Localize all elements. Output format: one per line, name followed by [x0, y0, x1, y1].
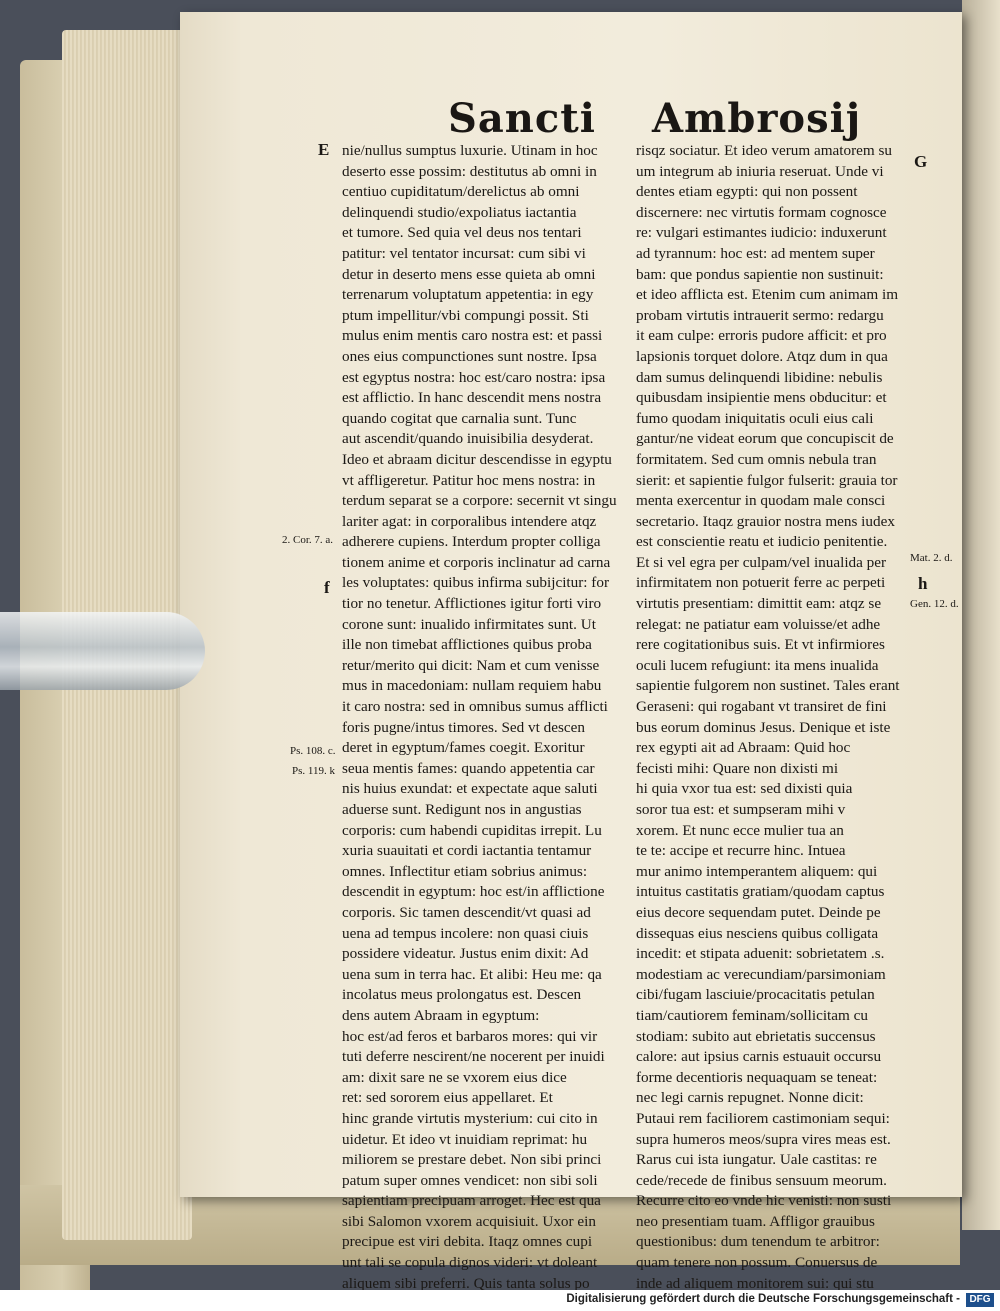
text-line: miliorem se prestare debet. Non sibi princi [342, 1151, 602, 1169]
text-line: dissequas eius nesciens quibus colligata [636, 924, 879, 942]
text-line: Rarus cui ista iungatur. Uale castitas: re [636, 1151, 877, 1169]
text-line: am: dixit sare ne se vxorem eius dice [342, 1068, 567, 1086]
text-line: centiuo cupiditatum/derelictus ab omni [342, 183, 580, 201]
text-line: sapientie fulgorem non sustinet. Tales erant [636, 677, 900, 695]
text-line: ones eius compunctiones sunt nostre. Ipsa [342, 347, 597, 365]
text-line: aduerse sunt. Redigunt nos in angustias [342, 801, 582, 818]
text-line: neo presentiam tuam. Affligor grauibus [636, 1212, 875, 1230]
text-line: tiam/cautiorem feminam/sollicitam cu [636, 1006, 868, 1024]
text-line: secretario. Itaqz grauior nostra mens iudex [636, 512, 895, 530]
margin-ref-cor: 2. Cor. 7. a. [282, 534, 334, 546]
text-line: it eam culpe: erroris pudore afficit: et pro [636, 327, 887, 345]
text-line: tior no tenetur. Afflictiones igitur forti viro [342, 595, 602, 613]
text-line: xorem. Et nunc ecce mulier tua an [636, 821, 844, 839]
margin-letter-g: G [914, 152, 928, 171]
text-column-left [342, 141, 632, 1290]
text-line: sierit: et sapientie fulgor fulserit: grauia tor [636, 471, 898, 489]
text-line: vt affligeretur. Patitur hoc mens nostra: in [342, 471, 596, 489]
footer-credit: Digitalisierung gefördert durch die Deutsche Forschungsgemeinschaft - [566, 1293, 960, 1305]
text-line: mus in macedoniam: nullam requiem habu [342, 677, 602, 695]
page-holder-clip [0, 612, 205, 690]
text-line: nec legi carnis repugnet. Nonne dicit: [636, 1089, 864, 1107]
text-line: mur animo intemperantem aliquem: qui [636, 862, 878, 880]
text-line: Putaui rem faciliorem castimoniam sequi: [636, 1109, 890, 1127]
text-line: infirmitatem non potuerit ferre ac perpeti [636, 574, 886, 592]
text-line: fecisti mihi: Quare non dixisti mi [636, 759, 839, 777]
running-head-left: Sancti [448, 95, 596, 142]
text-line: les voluptates: quibus infirma subijcitur: for [342, 574, 610, 592]
text-line: omnes. Inflectitur etiam sobrius animus: [342, 862, 588, 880]
text-line: ptum impellitur/vbi compungi possit. Sti [342, 306, 589, 324]
footer-bar [0, 1290, 1000, 1311]
text-line: formitatem. Sed cum omnis nebula tran [636, 450, 877, 468]
text-line: sapientiam precipuam arroget. Hec est qua [342, 1192, 601, 1210]
text-line: questionibus: dum tenendum te arbitror: [636, 1233, 880, 1251]
text-line: calore: aut ipsius carnis estuauit occursu [636, 1048, 882, 1066]
text-line: hi quia vxor tua est: sed dixisti quia [636, 780, 853, 798]
text-line: lapsionis torquet dolore. Atqz dum in qua [636, 347, 888, 365]
text-line: nis huius exundat: et expectate aque saluti [342, 780, 598, 798]
text-line: et ideo afflicta est. Etenim cum animam im [636, 286, 899, 304]
text-line: quando cogitat que carnalia sunt. Tunc [342, 409, 577, 427]
text-line: est conscientie reatu et iudicio penitentie. [636, 533, 888, 551]
text-line: uena sum in terra hac. Et alibi: Heu me: qa [342, 965, 602, 983]
text-line: Ideo et abraam dicitur descendisse in egyptu [342, 450, 612, 468]
text-line: detur in deserto mens esse quieta ab omni [342, 265, 596, 283]
margin-letter-e: E [318, 140, 330, 159]
text-line: lariter agat: in corporalibus intendere atqz [342, 512, 597, 530]
text-line: deret in egyptum/fames coegit. Exoritur [342, 739, 585, 757]
margin-letter-f: f [324, 578, 330, 597]
text-line: probam virtutis intrauerit sermo: redargu [636, 306, 884, 324]
text-line: risqz sociatur. Et ideo verum amatorem su [636, 142, 893, 159]
text-line: inde ad aliquem monitorem sui: qui stu [636, 1274, 874, 1290]
text-line: aliquem sibi preferri. Quis tanta solus po [342, 1274, 590, 1290]
text-line: descendit in egyptum: hoc est/in afflictione [342, 883, 605, 901]
text-line: aut ascendit/quando inuisibilia desyderat. [342, 430, 594, 448]
text-line: retur/merito qui dicit: Nam et cum venisse [342, 656, 600, 674]
text-line: dam sumus delinquendi libidine: nebulis [636, 368, 883, 386]
text-line: te te: accipe et recurre hinc. Intuea [636, 842, 846, 860]
text-line: re: vulgari estimantes iudicio: induxerunt [636, 224, 887, 242]
text-line: corporis. Sic tamen descendit/vt quasi ad [342, 903, 591, 921]
text-line: Recurre cito eo vnde hic venisti: non susti [636, 1192, 892, 1210]
text-line: menta exercentur in quodam male consci [636, 492, 886, 510]
text-line: incolatus meus prolongatus est. Descen [342, 986, 582, 1004]
text-line: incedit: et stipata aduenit: sobrietatem .s. [636, 945, 885, 963]
text-line: foris pugne/intus timores. Sed vt descen [342, 718, 585, 736]
text-line: gantur/ne videat eorum que concupiscit de [636, 430, 894, 448]
text-line: xuria suauitati et cordi iactantia tentamur [342, 842, 592, 860]
text-line: cibi/fugam lasciuie/procacitatis petulan [636, 986, 875, 1004]
text-line: intuitus castitatis gratiam/quodam captus [636, 883, 885, 901]
text-line: soror tua est: et sumpseram mihi v [636, 801, 846, 818]
text-line: rex egypti ait ad Abraam: Quid hoc [636, 739, 851, 757]
text-line: corone sunt: inualido infirmitates sunt. Ut [342, 615, 596, 633]
text-line: Geraseni: qui rogabant vt transiret de fini [636, 698, 887, 716]
text-line: possidere videatur. Justus enim dixit: Ad [342, 945, 589, 963]
text-line: precipue est viri debita. Itaqz omnes cupi [342, 1233, 593, 1251]
margin-letter-h: h [918, 574, 928, 593]
text-line: cede/recede de finibus sensuum meorum. [636, 1171, 887, 1189]
text-line: oculi lucem refugiunt: ita mens inualida [636, 656, 879, 674]
running-head-right: Ambrosij [652, 95, 862, 142]
text-line: ad tyrannum: hoc est: ad mentem super [636, 244, 875, 262]
text-line: tionem anime et corporis inclinatur ad carna [342, 553, 611, 571]
text-line: hoc est/ad feros et barbaros mores: qui vir [342, 1027, 598, 1045]
text-line: tuti deferre nescirent/ne nocerent per inuidi [342, 1048, 605, 1066]
text-line: hinc grande virtutis mysterium: cui cito in [342, 1109, 598, 1127]
text-line: unt tali se copula dignos videri: vt doleant [342, 1254, 598, 1272]
text-line: it caro nostra: sed in omnibus sumus afflicti [342, 698, 608, 716]
text-line: et tumore. Sed quia vel deus nos tentari [342, 224, 582, 242]
text-line: dens autem Abraam in egyptum: [342, 1006, 540, 1024]
margin-ref-ps-119: Ps. 119. k [292, 765, 335, 777]
margin-ref-gen: Gen. 12. d. [910, 598, 959, 610]
text-column-right [636, 141, 912, 1290]
text-line: fumo quodam iniquitatis oculi eius cali [636, 409, 874, 427]
text-line: terdum separat se a corpore: secernit vt singu [342, 492, 617, 510]
margin-ref-mat: Mat. 2. d. [910, 552, 953, 564]
text-line: corporis: cum habendi cupiditas irrepit. Lu [342, 821, 602, 839]
text-line: bam: que pondus sapientie non sustinuit: [636, 265, 884, 283]
text-line: nie/nullus sumptus luxurie. Utinam in hoc [342, 142, 598, 159]
text-line: eius decore sequendam putet. Deinde pe [636, 903, 881, 921]
text-line: modestiam ac verecundiam/parsimoniam [636, 965, 886, 983]
text-line: quam tenere non possum. Conuersus de [636, 1254, 878, 1272]
text-line: uena ad tempus incolere: non quasi ciuis [342, 924, 589, 942]
text-line: discernere: nec virtutis formam cognosce [636, 203, 887, 221]
text-line: Et si vel egra per culpam/vel inualida per [636, 553, 887, 571]
text-line: relegat: ne patiatur eam voluisse/et adhe [636, 615, 881, 633]
text-line: mulus enim mentis caro nostra est: et passi [342, 327, 603, 345]
text-line: bus eorum dominus Jesus. Denique et iste [636, 718, 891, 736]
text-line: terrenarum voluptatum appetentia: in egy [342, 286, 594, 304]
dfg-logo: DFG [966, 1293, 994, 1307]
text-line: stodiam: subito aut ebrietatis succensus [636, 1027, 876, 1045]
text-line: patitur: vel tentator incursat: cum sibi vi [342, 244, 586, 262]
text-line: ille non timebat afflictiones quibus proba [342, 636, 592, 654]
text-line: adherere cupiens. Interdum propter colliga [342, 533, 601, 551]
margin-ref-ps-108: Ps. 108. c. [290, 745, 336, 757]
text-line: dentes etiam egypti: qui non possent [636, 183, 858, 201]
text-line: delinquendi studio/expoliatus iactantia [342, 203, 577, 221]
text-line: um integrum ab iniuria reseruat. Unde vi [636, 162, 884, 180]
text-line: uidetur. Et ideo vt inuidiam reprimat: hu [342, 1130, 588, 1148]
text-line: supra humeros meos/supra vires meas est. [636, 1130, 891, 1148]
facing-page-edge [962, 0, 1000, 1230]
text-line: deserto esse possim: destitutus ab omni in [342, 162, 597, 180]
text-line: rere cogitationibus suis. Et vt infirmiores [636, 636, 885, 654]
text-line: est afflictio. In hanc descendit mens nostra [342, 389, 602, 407]
text-line: est egyptus nostra: hoc est/caro nostra: ipsa [342, 368, 606, 386]
text-line: quibusdam insipientie mens obducitur: et [636, 389, 887, 407]
text-line: forme decentioris nequaquam se teneat: [636, 1068, 878, 1086]
text-line: sibi Salomon vxorem acquisiuit. Uxor ein [342, 1212, 596, 1230]
text-line: patum super omnes vendicet: non sibi soli [342, 1171, 598, 1189]
text-line: seua mentis fames: quando appetentia car [342, 759, 595, 777]
text-line: ret: sed sororem eius appellaret. Et [342, 1089, 553, 1107]
text-line: virtutis presentiam: dimittit eam: atqz se [636, 595, 882, 613]
